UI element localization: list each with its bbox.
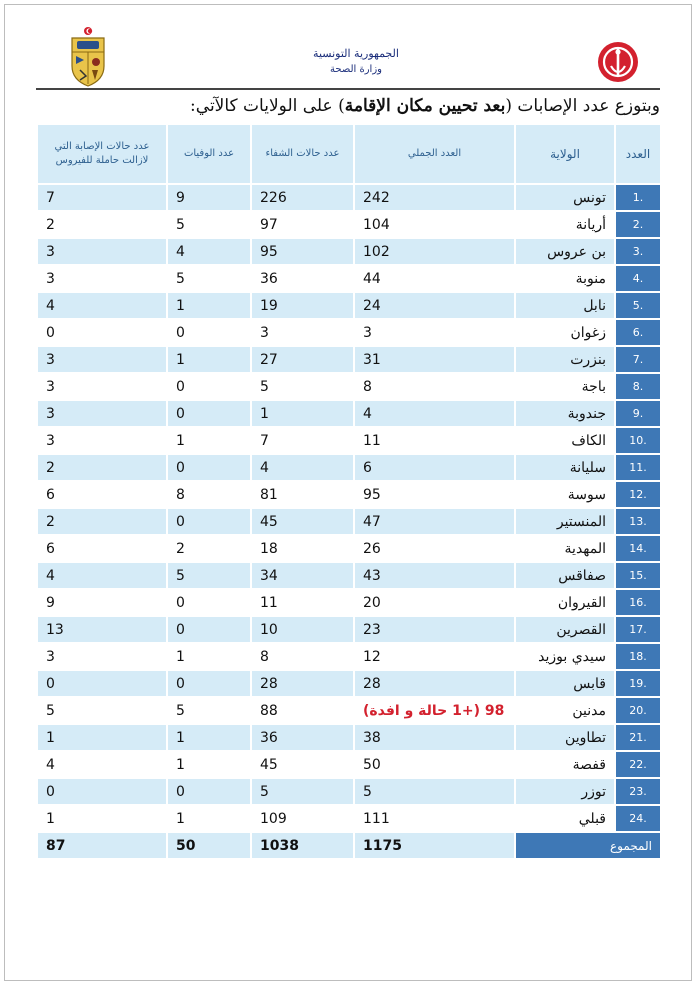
cell-index: 11. (615, 454, 661, 481)
table-row (37, 562, 661, 589)
cell-deaths: 0 (167, 670, 251, 697)
table-row (37, 373, 661, 400)
cell-index: 24. (615, 805, 661, 832)
cell-active: 3 (37, 427, 167, 454)
cell-governorate: سوسة (515, 481, 615, 508)
cell-total: 20 (354, 589, 515, 616)
cell-recovered: 45 (251, 508, 354, 535)
cell-recovered: 8 (251, 643, 354, 670)
table-row (37, 589, 661, 616)
table-row (37, 211, 661, 238)
table-row (37, 184, 661, 211)
cell-recovered: 36 (251, 265, 354, 292)
coat-of-arms-icon (66, 26, 110, 88)
health-ministry-logo-icon (596, 40, 640, 84)
cell-total: 6 (354, 454, 515, 481)
table-row (37, 778, 661, 805)
cell-active: 3 (37, 265, 167, 292)
cell-recovered: 10 (251, 616, 354, 643)
cell-index: 17. (615, 616, 661, 643)
cell-governorate: توزر (515, 778, 615, 805)
cell-governorate: قبلي (515, 805, 615, 832)
header-recovered: عدد حالات الشفاء (251, 124, 354, 184)
cell-active: 9 (37, 589, 167, 616)
cell-deaths: 1 (167, 292, 251, 319)
table-row (37, 454, 661, 481)
cell-deaths: 0 (167, 589, 251, 616)
header-governorate: الولاية (515, 124, 615, 184)
cell-active: 0 (37, 778, 167, 805)
total-active: 87 (37, 832, 167, 859)
cell-active: 3 (37, 373, 167, 400)
cell-governorate: باجة (515, 373, 615, 400)
cell-index: 1. (615, 184, 661, 211)
cell-deaths: 0 (167, 400, 251, 427)
cell-deaths: 1 (167, 346, 251, 373)
cell-index: 23. (615, 778, 661, 805)
cell-deaths: 0 (167, 373, 251, 400)
cell-recovered: 5 (251, 373, 354, 400)
cell-governorate: قفصة (515, 751, 615, 778)
header-active: عدد حالات الإصابة التي لازالت حاملة للفيروس (37, 124, 167, 184)
cell-governorate: سليانة (515, 454, 615, 481)
cell-index: 9. (615, 400, 661, 427)
cell-total: 28 (354, 670, 515, 697)
cell-index: 18. (615, 643, 661, 670)
cell-governorate: تونس (515, 184, 615, 211)
cell-governorate: نابل (515, 292, 615, 319)
cell-active: 4 (37, 562, 167, 589)
cell-index: 15. (615, 562, 661, 589)
cell-deaths: 5 (167, 697, 251, 724)
cell-recovered: 28 (251, 670, 354, 697)
total-recovered: 1038 (251, 832, 354, 859)
cell-deaths: 1 (167, 724, 251, 751)
cell-governorate: الكاف (515, 427, 615, 454)
cell-index: 7. (615, 346, 661, 373)
cell-active: 0 (37, 670, 167, 697)
cell-recovered: 34 (251, 562, 354, 589)
table-row (37, 265, 661, 292)
cell-governorate: المهدية (515, 535, 615, 562)
table-row (37, 616, 661, 643)
cell-total: 44 (354, 265, 515, 292)
cell-index: 4. (615, 265, 661, 292)
cell-deaths: 2 (167, 535, 251, 562)
table-row (37, 643, 661, 670)
caption-bold: بعد تحيين مكان الإقامة (344, 96, 506, 116)
cell-index: 13. (615, 508, 661, 535)
cell-index: 16. (615, 589, 661, 616)
table-row (37, 697, 661, 724)
cell-governorate: جندوبة (515, 400, 615, 427)
cell-total: 3 (354, 319, 515, 346)
cell-active: 3 (37, 346, 167, 373)
cell-active: 3 (37, 238, 167, 265)
cell-governorate: القيروان (515, 589, 615, 616)
cell-recovered: 88 (251, 697, 354, 724)
cell-total: 102 (354, 238, 515, 265)
table-row (37, 346, 661, 373)
caption-end: ) على الولايات كالآتي: (190, 96, 345, 116)
cell-active: 7 (37, 184, 167, 211)
cell-active: 2 (37, 508, 167, 535)
cell-deaths: 8 (167, 481, 251, 508)
cell-active: 3 (37, 400, 167, 427)
cell-deaths: 1 (167, 643, 251, 670)
cell-recovered: 97 (251, 211, 354, 238)
cell-deaths: 1 (167, 805, 251, 832)
cell-recovered: 3 (251, 319, 354, 346)
cell-active: 5 (37, 697, 167, 724)
cell-total: 5 (354, 778, 515, 805)
cell-deaths: 0 (167, 508, 251, 535)
table-row (37, 400, 661, 427)
cell-governorate: بنزرت (515, 346, 615, 373)
cell-active: 2 (37, 454, 167, 481)
cell-deaths: 0 (167, 778, 251, 805)
cell-governorate: منوبة (515, 265, 615, 292)
table-row (37, 805, 661, 832)
cell-governorate: سيدي بوزيد (515, 643, 615, 670)
ministry-title (236, 46, 476, 78)
header-index: العدد (615, 124, 661, 184)
cell-deaths: 0 (167, 616, 251, 643)
cell-index: 8. (615, 373, 661, 400)
cell-active: 3 (37, 643, 167, 670)
ministry-name: وزارة الصحة (330, 64, 382, 75)
cell-recovered: 18 (251, 535, 354, 562)
cell-active: 6 (37, 535, 167, 562)
document-header (36, 18, 660, 88)
header-divider (36, 88, 660, 90)
totals-label: المجموع (515, 832, 661, 859)
cell-recovered: 1 (251, 400, 354, 427)
cell-index: 6. (615, 319, 661, 346)
cell-total: 50 (354, 751, 515, 778)
cases-by-governorate-table (36, 123, 662, 860)
cell-index: 3. (615, 238, 661, 265)
cell-governorate: صفاقس (515, 562, 615, 589)
cell-index: 2. (615, 211, 661, 238)
cell-active: 4 (37, 292, 167, 319)
cell-total: 31 (354, 346, 515, 373)
cell-deaths: 1 (167, 427, 251, 454)
cell-governorate: المنستير (515, 508, 615, 535)
table-body (37, 184, 661, 859)
cell-index: 14. (615, 535, 661, 562)
cell-index: 10. (615, 427, 661, 454)
cell-recovered: 45 (251, 751, 354, 778)
cell-governorate: بن عروس (515, 238, 615, 265)
cell-index: 21. (615, 724, 661, 751)
table-row (37, 670, 661, 697)
table-row (37, 481, 661, 508)
cell-active: 1 (37, 724, 167, 751)
cell-recovered: 19 (251, 292, 354, 319)
cell-recovered: 5 (251, 778, 354, 805)
cell-governorate: القصرين (515, 616, 615, 643)
cell-total: 47 (354, 508, 515, 535)
table-row (37, 292, 661, 319)
total-deaths: 50 (167, 832, 251, 859)
cell-recovered: 11 (251, 589, 354, 616)
cell-total: 8 (354, 373, 515, 400)
cell-governorate: زغوان (515, 319, 615, 346)
cell-total: 98 (+1 حالة و افدة) (354, 697, 515, 724)
cell-governorate: مدنين (515, 697, 615, 724)
cell-index: 5. (615, 292, 661, 319)
table-row (37, 238, 661, 265)
cell-total: 38 (354, 724, 515, 751)
cell-governorate: تطاوين (515, 724, 615, 751)
cell-deaths: 9 (167, 184, 251, 211)
cell-index: 22. (615, 751, 661, 778)
table-row (37, 427, 661, 454)
cell-active: 2 (37, 211, 167, 238)
cell-total: 4 (354, 400, 515, 427)
cell-deaths: 5 (167, 265, 251, 292)
cell-active: 4 (37, 751, 167, 778)
cell-total: 24 (354, 292, 515, 319)
cell-deaths: 5 (167, 562, 251, 589)
table-row (37, 724, 661, 751)
cell-recovered: 226 (251, 184, 354, 211)
cell-deaths: 4 (167, 238, 251, 265)
cell-index: 20. (615, 697, 661, 724)
cell-governorate: أريانة (515, 211, 615, 238)
cell-total: 104 (354, 211, 515, 238)
cell-total: 26 (354, 535, 515, 562)
cell-total: 111 (354, 805, 515, 832)
totals-row (37, 832, 661, 859)
cell-governorate: قابس (515, 670, 615, 697)
cell-deaths: 1 (167, 751, 251, 778)
cell-total: 43 (354, 562, 515, 589)
cell-recovered: 109 (251, 805, 354, 832)
table-row (37, 751, 661, 778)
cell-recovered: 81 (251, 481, 354, 508)
table-row (37, 535, 661, 562)
cell-deaths: 0 (167, 319, 251, 346)
cell-deaths: 0 (167, 454, 251, 481)
table-header-row (37, 124, 661, 184)
cell-total: 12 (354, 643, 515, 670)
cell-recovered: 95 (251, 238, 354, 265)
cell-index: 19. (615, 670, 661, 697)
header-deaths: عدد الوفيات (167, 124, 251, 184)
cell-total: 23 (354, 616, 515, 643)
cell-active: 1 (37, 805, 167, 832)
cell-total: 11 (354, 427, 515, 454)
cell-total: 242 (354, 184, 515, 211)
cell-index: 12. (615, 481, 661, 508)
republic-name: الجمهورية التونسية (313, 47, 399, 60)
cell-total: 95 (354, 481, 515, 508)
cell-recovered: 36 (251, 724, 354, 751)
cell-active: 13 (37, 616, 167, 643)
cell-deaths: 5 (167, 211, 251, 238)
table-row (37, 508, 661, 535)
cell-active: 0 (37, 319, 167, 346)
table-caption (36, 92, 660, 120)
cell-recovered: 4 (251, 454, 354, 481)
total-total: 1175 (354, 832, 515, 859)
cell-recovered: 7 (251, 427, 354, 454)
table-row (37, 319, 661, 346)
cell-active: 6 (37, 481, 167, 508)
header-total: العدد الجملي (354, 124, 515, 184)
caption-start: وبتوزع عدد الإصابات ( (505, 96, 660, 116)
cell-recovered: 27 (251, 346, 354, 373)
